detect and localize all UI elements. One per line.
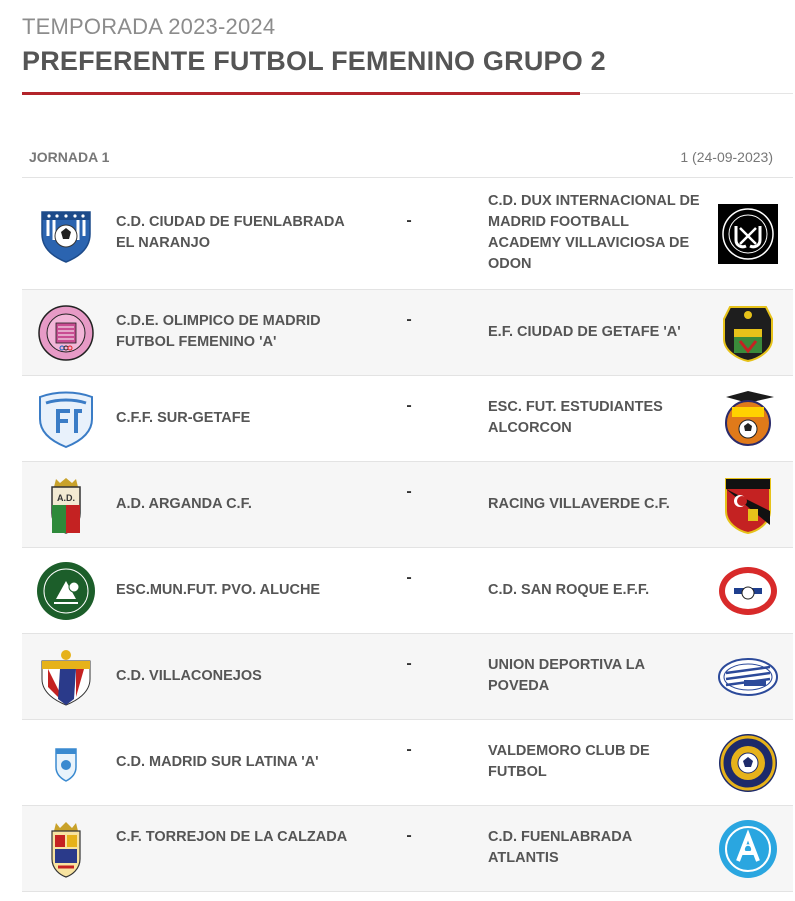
match-separator: - <box>406 655 412 672</box>
home-team-name[interactable]: ESC.MUN.FUT. PVO. ALUCHE <box>116 582 321 598</box>
page-header <box>22 10 793 94</box>
match-row[interactable] <box>22 548 793 634</box>
match-separator: - <box>406 827 412 844</box>
aluche-crest-icon[interactable] <box>36 561 96 621</box>
fuenlabrada-atlantis-crest-icon[interactable] <box>718 819 778 879</box>
away-team-name[interactable]: VALDEMORO CLUB DE FUTBOL <box>488 743 650 780</box>
round-label: JORNADA 1 <box>29 148 110 165</box>
match-row[interactable] <box>22 806 793 892</box>
away-team-name[interactable]: C.D. SAN ROQUE E.F.F. <box>488 582 650 598</box>
match-list <box>22 178 793 892</box>
away-team-name[interactable]: C.D. DUX INTERNACIONAL DE MADRID FOOTBALL ACADEMY VILLAVICIOSA DE ODON <box>488 193 700 272</box>
season-label: TEMPORADA 2023-2024 <box>22 14 276 39</box>
racing-villaverde-crest-icon[interactable] <box>718 475 778 535</box>
match-separator: - <box>406 569 412 586</box>
title-underline <box>22 92 580 95</box>
match-row[interactable] <box>22 720 793 806</box>
away-team-name[interactable]: E.F. CIUDAD DE GETAFE 'A' <box>488 324 681 340</box>
sur-getafe-crest-icon[interactable] <box>36 389 96 449</box>
fuenlabrada-naranjo-crest-icon[interactable] <box>36 204 96 264</box>
away-team-name[interactable]: UNION DEPORTIVA LA POVEDA <box>488 657 645 694</box>
la-poveda-crest-icon[interactable] <box>718 647 778 707</box>
villaconejos-crest-icon[interactable] <box>36 647 96 707</box>
match-row[interactable] <box>22 290 793 376</box>
match-separator: - <box>406 741 412 758</box>
match-separator: - <box>406 397 412 414</box>
torrejon-calzada-crest-icon[interactable] <box>36 819 96 879</box>
away-team-name[interactable]: RACING VILLAVERDE C.F. <box>488 496 670 512</box>
olimpico-madrid-crest-icon[interactable] <box>36 303 96 363</box>
arganda-crest-icon[interactable] <box>36 475 96 535</box>
home-team-name[interactable]: C.D. CIUDAD DE FUENLABRADA EL NARANJO <box>116 214 345 251</box>
home-team-name[interactable]: C.D. MADRID SUR LATINA 'A' <box>116 754 319 770</box>
ciudad-getafe-crest-icon[interactable] <box>718 303 778 363</box>
san-roque-crest-icon[interactable] <box>718 561 778 621</box>
svg-text:A.D.: A.D. <box>57 493 75 503</box>
match-separator: - <box>406 311 412 328</box>
away-team-name[interactable]: ESC. FUT. ESTUDIANTES ALCORCON <box>488 399 663 436</box>
home-team-name[interactable]: C.D.E. OLIMPICO DE MADRID FUTBOL FEMENINO 'A' <box>116 313 321 350</box>
match-row[interactable] <box>22 462 793 548</box>
home-team-name[interactable]: C.D. VILLACONEJOS <box>116 668 262 684</box>
estudiantes-alcorcon-crest-icon[interactable] <box>718 389 778 449</box>
match-row[interactable] <box>22 634 793 720</box>
round-header <box>22 136 793 178</box>
home-team-name[interactable]: C.F.F. SUR-GETAFE <box>116 410 251 426</box>
dux-crest-icon[interactable] <box>718 204 778 264</box>
round-date: 1 (24-09-2023) <box>680 148 773 165</box>
home-team-name[interactable]: A.D. ARGANDA C.F. <box>116 496 252 512</box>
competition-title: PREFERENTE FUTBOL FEMENINO GRUPO 2 <box>22 46 606 76</box>
match-row[interactable] <box>22 376 793 462</box>
match-separator: - <box>406 483 412 500</box>
home-team-name[interactable]: C.F. TORREJON DE LA CALZADA <box>116 829 348 845</box>
match-separator: - <box>406 212 412 229</box>
away-team-name[interactable]: C.D. FUENLABRADA ATLANTIS <box>488 829 632 866</box>
madrid-sur-latina-crest-icon[interactable] <box>36 733 96 793</box>
valdemoro-crest-icon[interactable] <box>718 733 778 793</box>
match-row[interactable] <box>22 178 793 290</box>
